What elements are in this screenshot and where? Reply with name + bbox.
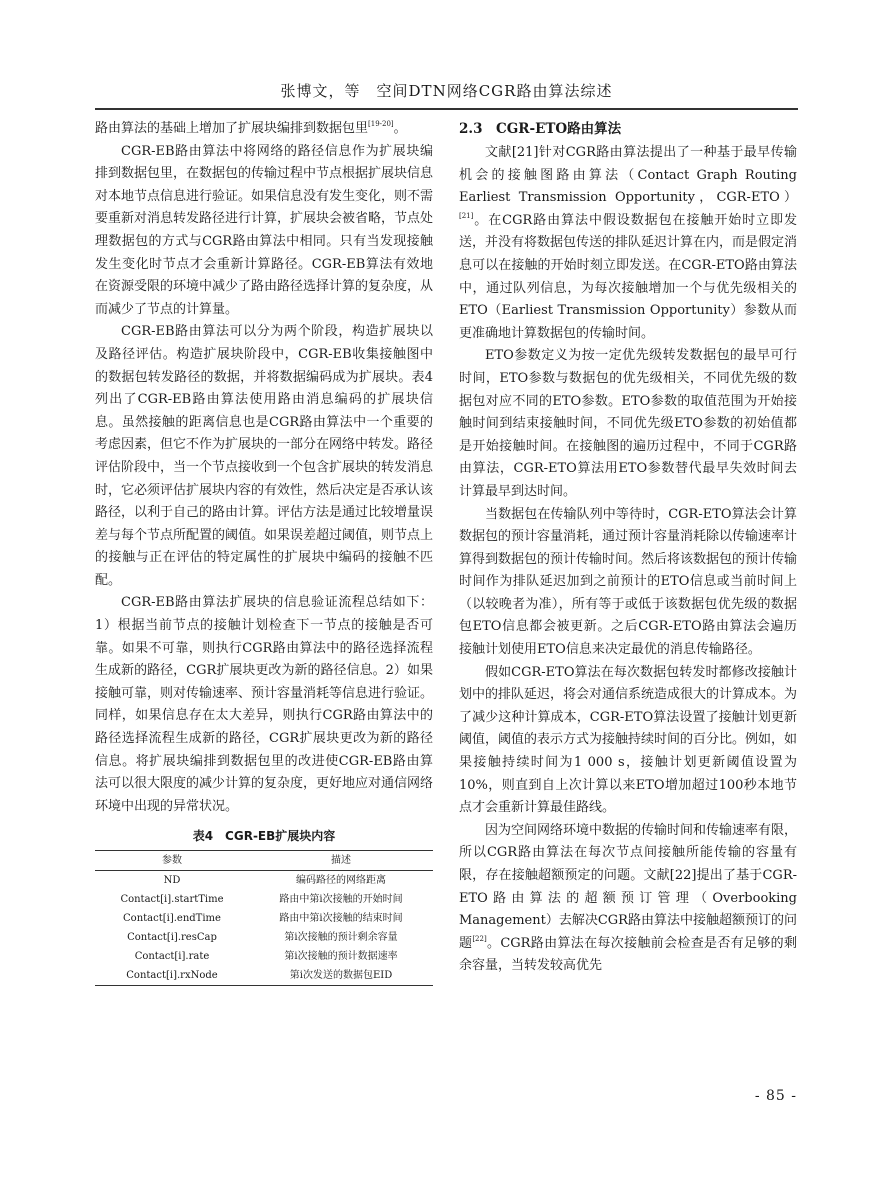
citation-ref: [22]	[472, 934, 487, 943]
left-column	[95, 118, 433, 986]
table-cell-param: Contact[i].endTime	[123, 913, 221, 925]
right-column	[459, 118, 797, 978]
right-paragraph-5: 因为空间网络环境中数据的传输时间和传输速率有限，所以CGR路由算法在每次节点间接触所能传输的容量有限，存在接触超额预定的问题。文献[22]提出了基于CGR-ETO路由算法的超额预订管理（Overbooking Management）去解决CGR路由算法中接触超额预订的问题[22]。CGR路由算法在每次接触前会检查是否有足够的剩余容量，当转发较高优先	[459, 822, 798, 974]
left-paragraph-3: CGR-EB路由算法可以分为两个阶段，构造扩展块以及路径评估。构造扩展块阶段中，CGR-EB收集接触图中的数据包转发路径的数据，并将数据编码成为扩展块。表4列出了CGR-EB路由算法使用路由消息编码的扩展块信息。虽然接触的距离信息也是CGR路由算法中一个重要的考虑因素，但它不作为扩展块的一部分在网络中转发。路径评估阶段中，当一个节点接收到一个包含扩展块的转发消息时，它必须评估扩展块内容的有效性，然后决定是否承认该路径，以利于自己的路由计算。评估方法是通过比较增量误差与每个节点所配置的阈值。如果误差超过阈值，则节点上的接触与正在评估的特定属性的扩展块中编码的接触不匹配。	[95, 324, 434, 588]
table-header-row	[95, 851, 433, 871]
section-title: 2.3 CGR-ETO路由算法	[459, 121, 622, 137]
table-header-desc: 描述	[330, 855, 351, 867]
table-row	[95, 890, 433, 909]
table-row	[95, 947, 433, 966]
header-rule	[95, 108, 798, 110]
table-cell-param: Contact[i].startTime	[120, 894, 224, 906]
table-header-param: 参数	[161, 855, 182, 867]
table-row	[95, 966, 433, 986]
table-cell-desc: 第i次发送的数据包EID	[289, 970, 393, 982]
table-row	[95, 928, 433, 947]
citation-ref: [19-20]	[368, 120, 394, 128]
table-cell-param: Contact[i].resCap	[127, 932, 217, 944]
table-caption: 表4 CGR-EB扩展块内容	[192, 829, 336, 844]
table-cell-desc: 第i次接触的预计数据速率	[284, 951, 398, 963]
right-paragraph-2: ETO参数定义为按一定优先级转发数据包的最早可行时间，ETO参数与数据包的优先级相关，不同优先级的数据包对应不同的ETO参数。ETO参数的取值范围为开始接触时间到结束接触时间，不同优先级ETO参数的初始值都是开始接触时间。在接触图的遍历过程中，不同于CGR路由算法，CGR-ETO算法用ETO参数替代最早失效时间去计算最早到达时间。	[459, 348, 797, 499]
page-number: - 85 -	[754, 1088, 797, 1104]
right-paragraph-4: 假如CGR-ETO算法在每次数据包转发时都修改接触计划中的排队延迟，将会对通信系统造成很大的计算成本。为了减少这种计算成本，CGR-ETO算法设置了接触计划更新阈值，阈值的表示方式为接触持续时间的百分比。例如，如果接触持续时间为1 000 s，接触计划更新阈值设置为10%，则直到自上次计算以来ETO增加超过100秒本地节点才会重新计算最佳路线。	[459, 664, 798, 816]
citation-ref: [21]	[459, 211, 474, 220]
table-row	[95, 871, 433, 891]
table-cell-param: ND	[163, 875, 181, 887]
table-row	[95, 909, 433, 928]
table-cell-desc: 编码路径的网络距离	[295, 875, 386, 887]
table-cell-desc: 路由中第i次接触的结束时间	[279, 913, 403, 925]
extension-block-table	[95, 850, 433, 986]
left-paragraph-2: CGR-EB路由算法中将网络的路径信息作为扩展块编排到数据包里，在数据包的传输过程中节点根据扩展块信息对本地节点信息进行验证。如果信息没有发生变化，则不需要重新对消息转发路径进行计算，扩展块会被省略，节点处理数据包的方式与CGR路由算法中相同。只有当发现接触发生变化时节点才会重新计算路径。CGR-EB算法有效地在资源受限的环境中减少了路由路径选择计算的复杂度，从而减少了节点的计算量。	[95, 143, 434, 317]
table-cell-param: Contact[i].rxNode	[126, 970, 218, 982]
right-paragraph-1: 文献[21]针对CGR路由算法提出了一种基于最早传输机会的接触图路由算法（Contact Graph Routing Earliest Transmission Opportunity，CGR-ETO）[21]。在CGR路由算法中假设数据包在接触开始时立即发送，并没有将数据包传送的排队延迟计算在内，而是假定消息可以在接触的开始时刻立即发送。在CGR-ETO路由算法中，通过队列信息，为每次接触增加一个与优先级相关的ETO（Earliest Transmission Opportunity）参数从而更准确地计算数据包的传输时间。	[459, 145, 798, 341]
table-cell-desc: 第i次接触的预计剩余容量	[284, 932, 398, 944]
running-head: 张博文，等 空间DTN网络CGR路由算法综述	[280, 82, 613, 100]
left-paragraph-4: CGR-EB路由算法扩展块的信息验证流程总结如下：1）根据当前节点的接触计划检查下一节点的接触是否可靠。如果不可靠，则执行CGR路由算法中的路径选择流程生成新的路径，CGR扩展块更改为新的路径信息。2）如果接触可靠，则对传输速率、预计容量消耗等信息进行验证。同样，如果信息存在太大差异，则执行CGR路由算法中的路径选择流程生成新的路径，CGR扩展块更改为新的路径信息。将扩展块编排到数据包里的改进使CGR-EB路由算法可以很大限度的减少计算的复杂度，更好地应对通信网络环境中出现的异常状况。	[95, 595, 434, 814]
left-paragraph-1: 路由算法的基础上增加了扩展块编排到数据包里[19-20]。	[95, 120, 407, 136]
right-paragraph-3: 当数据包在传输队列中等待时，CGR-ETO算法会计算数据包的预计容量消耗，通过预计容量消耗除以传输速率计算得到数据包的预计传输时间。然后将该数据包的预计传输时间作为排队延迟加到之前预计的ETO信息或当前时间上（以较晚者为准），所有等于或低于该数据包优先级的数据包ETO信息都会被更新。之后CGR-ETO路由算法会遍历接触计划使用ETO信息来决定最优的消息传输路径。	[459, 506, 798, 658]
table-cell-desc: 路由中第i次接触的开始时间	[279, 894, 403, 906]
table-cell-param: Contact[i].rate	[134, 951, 210, 963]
